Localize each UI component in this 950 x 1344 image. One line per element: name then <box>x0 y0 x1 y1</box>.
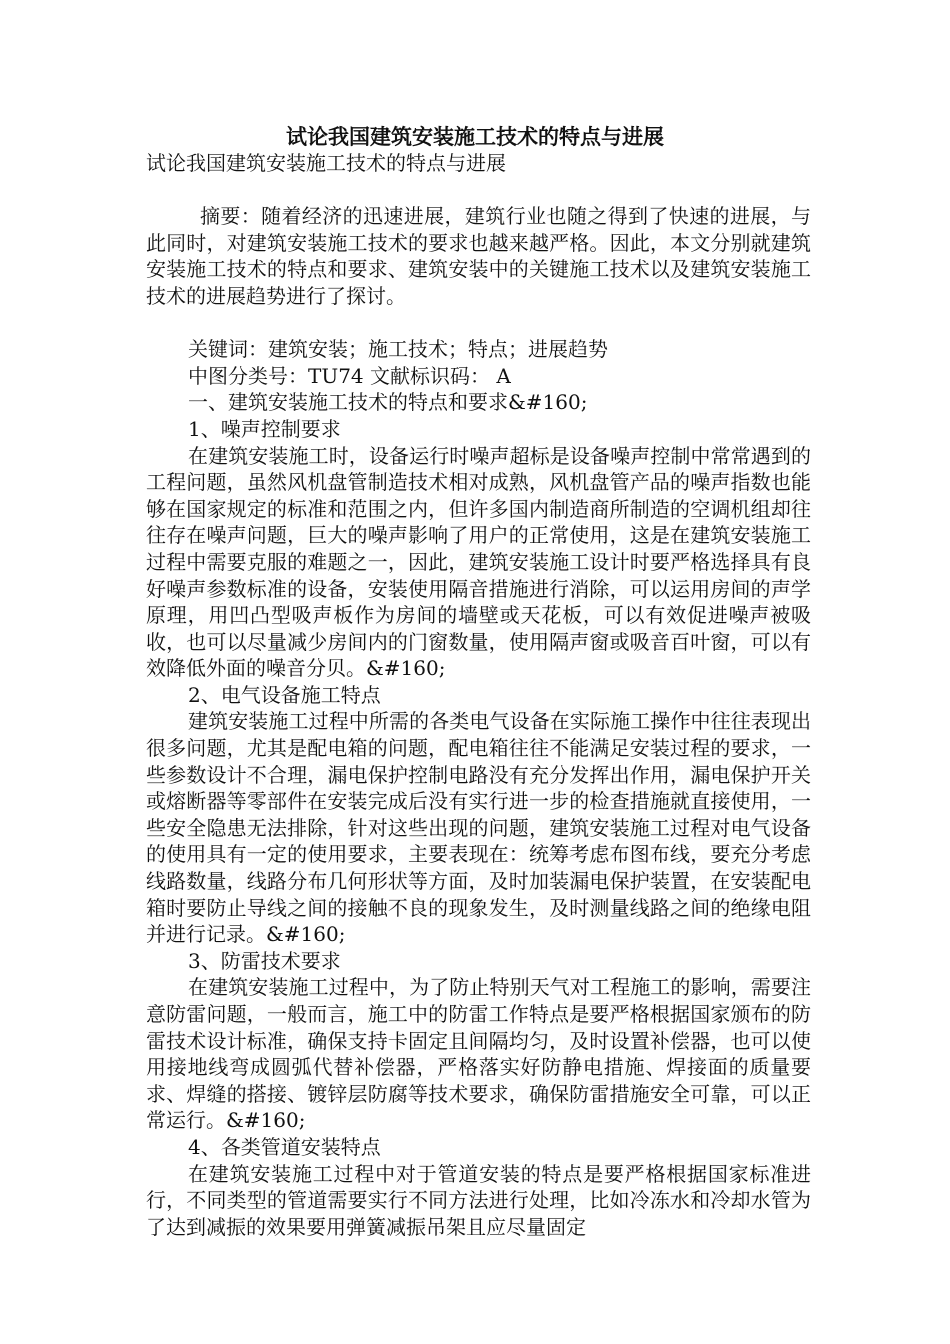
spacer <box>146 310 811 337</box>
document-title: 试论我国建筑安装施工技术的特点与进展 <box>286 125 664 149</box>
subsection-heading-2: 2、电气设备施工特点 <box>188 682 381 707</box>
paragraph-pipes: 在建筑安装施工过程中对于管道安装的特点是要严格根据国家标准进行，不同类型的管道需要实行不同方法进行处理，比如冷冻水和冷却水管为了达到减振的效果要用弹簧减振吊架且应尽量固定 <box>146 1161 811 1239</box>
section-heading: 一、建筑安装施工技术的特点和要求&#160; <box>188 390 588 415</box>
document-body <box>146 150 811 1240</box>
abstract-paragraph: 摘要：随着经济的迅速进展，建筑行业也随之得到了快速的进展，与此同时，对建筑安装施工技术的要求也越来越严格。因此，本文分别就建筑安装施工技术的特点和要求、建筑安装中的关键施工技术以及建筑安装施工技术的进展趋势进行了探讨。 <box>146 204 811 308</box>
subsection-heading-4: 4、各类管道安装特点 <box>188 1134 381 1159</box>
subsection-heading-1: 1、噪声控制要求 <box>188 416 341 441</box>
document-subtitle: 试论我国建筑安装施工技术的特点与进展 <box>146 151 506 175</box>
paragraph-electrical: 建筑安装施工过程中所需的各类电气设备在实际施工操作中往往表现出很多问题，尤其是配电箱的问题，配电箱往往不能满足安装过程的要求，一些参数设计不合理，漏电保护控制电路没有充分发挥出作用，漏电保护开关或熔断器等零部件在安装完成后没有实行进一步的检查措施就直接使用，一些安全隐患无法排除，针对这些出现的问题，建筑安装施工过程对电气设备的使用具有一定的使用要求，主要表现在：统筹考虑布图布线，要充分考虑线路数量，线路分布几何形状等方面，及时加装漏电保护装置，在安装配电箱时要防止导线之间的接触不良的现象发生，及时测量线路之间的绝缘电阻并进行记录。&#160; <box>146 709 811 947</box>
classification-line: 中图分类号：TU74 文献标识码： A <box>188 363 511 388</box>
paragraph-lightning: 在建筑安装施工过程中，为了防止特别天气对工程施工的影响，需要注意防雷问题，一般而言，施工中的防雷工作特点是要严格根据国家颁布的防雷技术设计标准，确保支持卡固定且间隔均匀，及时设置补偿器，也可以使用接地线弯成圆弧代替补偿器，严格落实好防静电措施、焊接面的质量要求、焊缝的搭接、镀锌层防腐等技术要求，确保防雷措施安全可靠，可以正常运行。&#160; <box>146 975 811 1133</box>
keywords-line: 关键词：建筑安装；施工技术；特点；进展趋势 <box>188 337 608 362</box>
subsection-heading-3: 3、防雷技术要求 <box>188 948 341 973</box>
paragraph-noise-control: 在建筑安装施工时，设备运行时噪声超标是设备噪声控制中常常遇到的工程问题，虽然风机盘管制造技术相对成熟，风机盘管产品的噪声指数也能够在国家规定的标准和范围之内，但许多国内制造商所制造的空调机组却往往存在噪声问题，巨大的噪声影响了用户的正常使用，这是在建筑安装施工过程中需要克服的难题之一，因此，建筑安装施工设计时要严格选择具有良好噪声参数标准的设备，安装使用隔音措施进行消除，可以运用房间的声学原理，用凹凸型吸声板作为房间的墙壁或天花板，可以有效促进噪声被吸收，也可以尽量减少房间内的门窗数量，使用隔声窗或吸音百叶窗，可以有效降低外面的噪音分贝。&#160; <box>146 443 811 681</box>
spacer <box>146 177 811 204</box>
